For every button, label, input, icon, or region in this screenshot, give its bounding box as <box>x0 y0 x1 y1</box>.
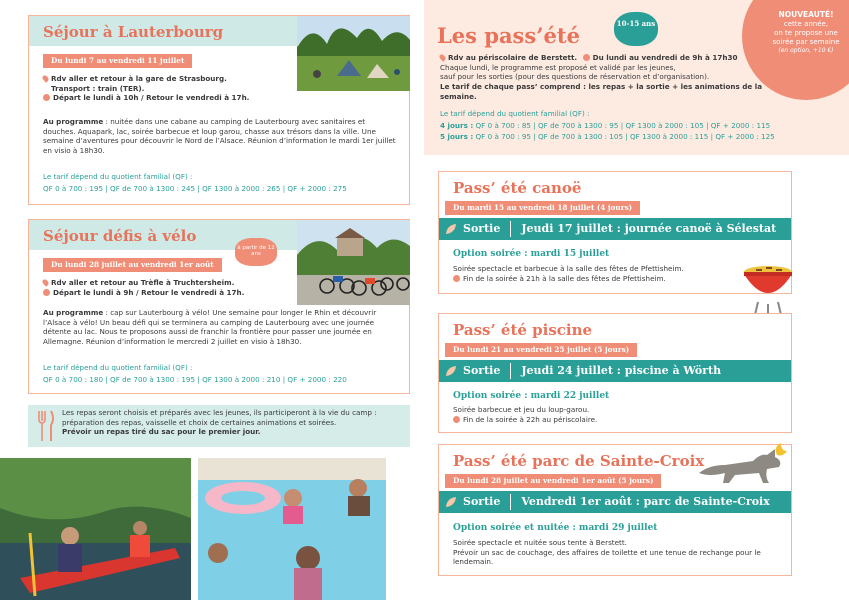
passete-info: Rdv au périscolaire de Berstett. Du lundi au vendredi de 9h à 17h30 Chaque lundi, le programme est proposé et validé par les jeunes, sauf pour les sorties (pour des questions de réservation et d’organisation). Le tarif de chaque pass’ comprend : les repas + la sortie + les animations de la semaine. <box>440 53 763 101</box>
cutlery-icon <box>36 409 56 443</box>
clock-icon <box>43 289 50 296</box>
date-bar: Du lundi 28 juillet au vendredi 1er août (5 jours) <box>445 474 661 488</box>
wolf-icon <box>695 441 791 485</box>
clock-icon <box>453 275 460 282</box>
option-line: Prévoir un sac de couchage, des affaires de toilette et une tenue de rechange pour le lendemain. <box>453 547 761 567</box>
location-pin-icon <box>438 53 446 61</box>
sortie-bar: Sortie Jeudi 17 juillet : journée canoë à Sélestat <box>439 218 791 240</box>
programme-text: Au programme : nuitée dans une cabane au camping de Lauterbourg avec sanitaires et douches. Aquapark, lac, soirée barbecue et loup garou, chasse aux trésors dans la ville. Une semaine d’aventures pour découvrir le Nord de l’Alsace. Réunion d’information le mardi 1er juillet en visio à 18h30. <box>43 117 396 156</box>
camping-photo <box>297 16 410 91</box>
card-sainte-croix <box>438 444 792 576</box>
card-canoe: Pass’ été canoë Du mardi 15 au vendredi 18 juillet (4 jours) Sortie Jeudi 17 juillet : journée canoë à Sélestat Option soirée : mardi 15 juillet Soirée spectacle et barbecue à la salle des fêtes de Pfettisheim. Fin de la soirée à 21h à la salle des fêtes de Pfettisheim. <box>438 171 792 294</box>
age-badge: 10-15 ans <box>614 12 658 46</box>
tarif-values: QF 0 à 700 : 195 | QF de 700 à 1300 : 245 | QF 1300 à 2000 : 265 | QF + 2000 : 275 <box>43 184 347 193</box>
option-line: Soirée barbecue et jeu du loup-garou. <box>453 405 590 414</box>
card-title: Pass’ été parc de Sainte-Croix <box>453 452 705 470</box>
card-title: Pass’ été piscine <box>453 321 593 339</box>
date-bar: Du mardi 15 au vendredi 18 juillet (4 jours) <box>445 201 640 215</box>
tarif-values: QF 0 à 700 : 180 | QF de 700 à 1300 : 195 | QF 1300 à 2000 : 210 | QF + 2000 : 220 <box>43 375 347 384</box>
location-pin-icon <box>41 278 49 286</box>
leaf-icon <box>445 365 457 377</box>
rdv-block: Rdv aller et retour à la gare de Strasbourg. Transport : train (TER). Départ le lundi à 10h / Retour le vendredi à 17h. <box>43 74 303 103</box>
card-title: Séjour à Lauterbourg <box>43 23 224 41</box>
sortie-bar: Sortie Vendredi 1er août : parc de Sainte-Croix <box>439 491 791 513</box>
programme-text: Au programme : cap sur Lauterbourg à vélo! Une semaine pour longer le Rhin et découvrir l’Alsace à vélo! Un beau défi qui se terminera au camping de Lauterbourg avec une journée détente au lac. Nous te proposons aussi de franchir la frontière pour passer une journée en Allemagne. Réunion d’information le mercredi 2 juillet en visio à 18h30. <box>43 308 377 347</box>
clock-icon <box>453 416 460 423</box>
tarif-intro: Le tarif dépend du quotient familial (QF) : <box>440 109 590 118</box>
clock-icon <box>43 94 50 101</box>
nouveaute-badge: NOUVEAUTÉ! cette année, on te propose une soirée par semaine (en option, +10 €) <box>742 0 849 100</box>
card-velo <box>28 219 410 394</box>
card-title: Séjour défis à vélo <box>43 227 197 245</box>
sortie-bar: Sortie Jeudi 24 juillet : piscine à Wörth <box>439 360 791 382</box>
date-bar: Du lundi 7 au vendredi 11 juillet <box>43 54 192 68</box>
option-line: Soirée spectacle et barbecue à la salle des fêtes de Pfettisheim. <box>453 264 684 273</box>
repas-text: Les repas seront choisis et préparés avec les jeunes, ils participeront à la vie du camp : préparation des repas, vaisselle et choix de certaines animations et soirées. <box>62 408 377 427</box>
card-title: Pass’ été canoë <box>453 179 582 197</box>
card-lauterbourg <box>28 15 410 205</box>
pool-photo <box>198 458 386 600</box>
rdv-block: Rdv aller et retour au Trèfle à Truchtersheim. Départ le lundi à 9h / Retour le vendredi à 17h. <box>43 278 303 297</box>
option-title: Option soirée et nuitée : mardi 29 juillet <box>453 523 658 533</box>
repas-note <box>28 405 410 447</box>
location-pin-icon <box>41 74 49 82</box>
date-bar: Du lundi 21 au vendredi 25 juillet (5 jours) <box>445 343 637 357</box>
kayak-photo <box>0 458 191 600</box>
tarif-intro: Le tarif dépend du quotient familial (QF) : <box>43 172 193 181</box>
repas-bold: Prévoir un repas tiré du sac pour le premier jour. <box>62 427 261 437</box>
tarif-intro: Le tarif dépend du quotient familial (QF) : <box>43 363 193 372</box>
passete-title: Les pass’été <box>437 23 580 48</box>
leaf-icon <box>445 496 457 508</box>
tarif-5jours: 5 jours : QF 0 à 700 : 95 | QF de 700 à 1300 : 105 | QF 1300 à 2000 : 115 | QF + 2000 : 125 <box>440 132 775 141</box>
age-badge: à partir de 12 ans <box>235 238 277 266</box>
clock-icon <box>583 54 590 61</box>
option-title: Option soirée : mardi 22 juillet <box>453 391 610 401</box>
card-piscine: Pass’ été piscine Du lundi 21 au vendredi 25 juillet (5 jours) Sortie Jeudi 24 juillet : piscine à Wörth Option soirée : mardi 22 juillet Soirée barbecue et jeu du loup-garou. Fin de la soirée à 22h au périscolaire. <box>438 313 792 433</box>
tarif-4jours: 4 jours : QF 0 à 700 : 85 | QF de 700 à 1300 : 95 | QF 1300 à 2000 : 105 | QF + 2000 : 115 <box>440 121 771 130</box>
option-line: Soirée spectacle et nuitée sous tente à Berstett. <box>453 538 627 547</box>
option-title: Option soirée : mardi 15 juillet <box>453 249 610 259</box>
leaf-icon <box>445 223 457 235</box>
bikes-photo <box>297 220 410 305</box>
date-bar: Du lundi 28 juillet au vendredi 1er août <box>43 258 222 272</box>
